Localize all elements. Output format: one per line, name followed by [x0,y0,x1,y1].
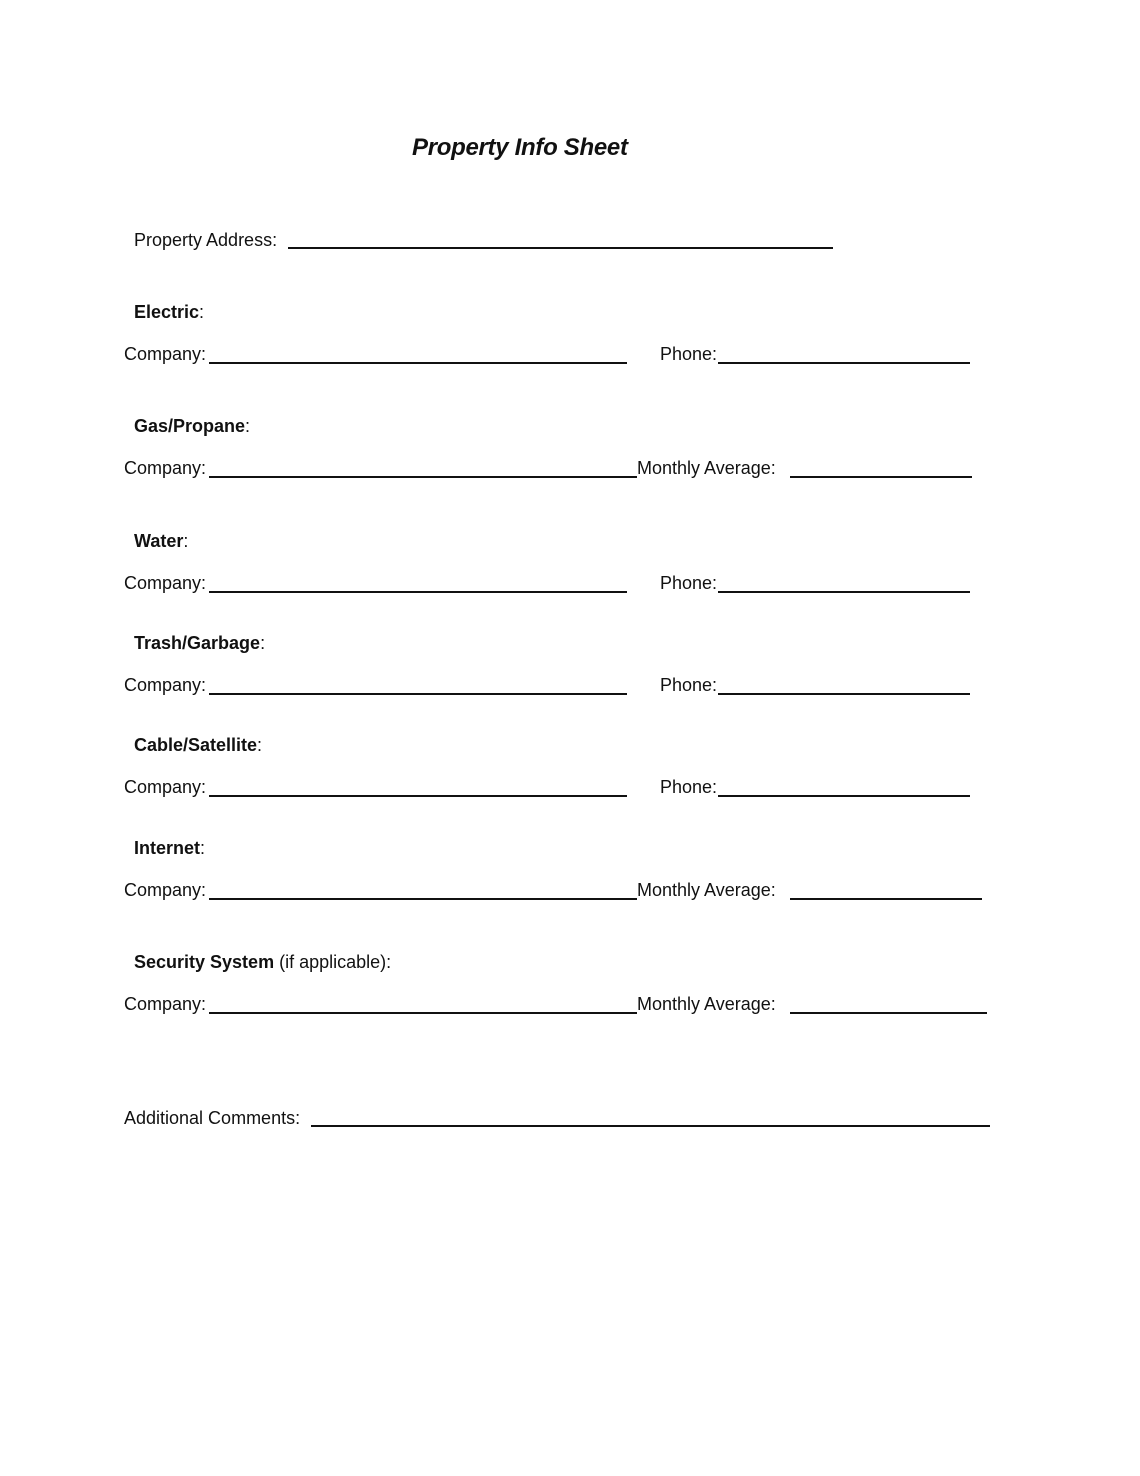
water-company-field[interactable] [209,591,627,593]
security-company-label: Company: [124,994,207,1014]
internet-company-field[interactable] [209,898,637,900]
water-heading-text: Water [134,531,184,551]
property-address-field[interactable] [288,247,833,249]
cable-company-field[interactable] [209,795,627,797]
comments-label: Additional Comments: [124,1108,301,1128]
security-monthly-field[interactable] [790,1012,987,1014]
security-heading [134,951,391,973]
property-address-label: Property Address: [134,230,278,250]
internet-company-label: Company: [124,880,207,900]
gas-monthly-label: Monthly Average: [637,458,776,478]
security-heading-text: Security System [134,952,275,972]
trash-phone-label: Phone: [660,675,718,695]
water-heading-colon: : [183,531,189,551]
trash-heading-text: Trash/Garbage [134,633,261,653]
gas-company-field[interactable] [209,476,637,478]
electric-company-label: Company: [124,344,207,364]
trash-company-field[interactable] [209,693,627,695]
electric-heading [134,301,204,323]
gas-heading-colon: : [245,416,251,436]
comments-field[interactable] [311,1125,990,1127]
gas-company-label: Company: [124,458,207,478]
gas-heading-text: Gas/Propane [134,416,246,436]
page-title: Property Info Sheet [412,134,628,161]
electric-heading-text: Electric [134,302,200,322]
water-phone-field[interactable] [718,591,970,593]
gas-monthly-field[interactable] [790,476,972,478]
internet-monthly-field[interactable] [790,898,982,900]
trash-phone-field[interactable] [718,693,970,695]
gas-heading [134,415,250,437]
internet-heading-text: Internet [134,838,201,858]
trash-heading-colon: : [260,633,266,653]
trash-company-label: Company: [124,675,207,695]
electric-phone-field[interactable] [718,362,970,364]
security-heading-note: (if applicable): [274,952,392,972]
electric-heading-colon: : [199,302,205,322]
internet-heading-colon: : [200,838,206,858]
water-phone-label: Phone: [660,573,718,593]
cable-heading-text: Cable/Satellite [134,735,258,755]
electric-company-field[interactable] [209,362,627,364]
security-company-field[interactable] [209,1012,637,1014]
electric-phone-label: Phone: [660,344,718,364]
internet-monthly-label: Monthly Average: [637,880,776,900]
cable-phone-field[interactable] [718,795,970,797]
water-company-label: Company: [124,573,207,593]
cable-company-label: Company: [124,777,207,797]
trash-heading [134,632,265,654]
cable-heading-colon: : [257,735,263,755]
security-monthly-label: Monthly Average: [637,994,776,1014]
cable-phone-label: Phone: [660,777,718,797]
cable-heading [134,734,262,756]
water-heading [134,530,188,552]
internet-heading [134,837,205,859]
